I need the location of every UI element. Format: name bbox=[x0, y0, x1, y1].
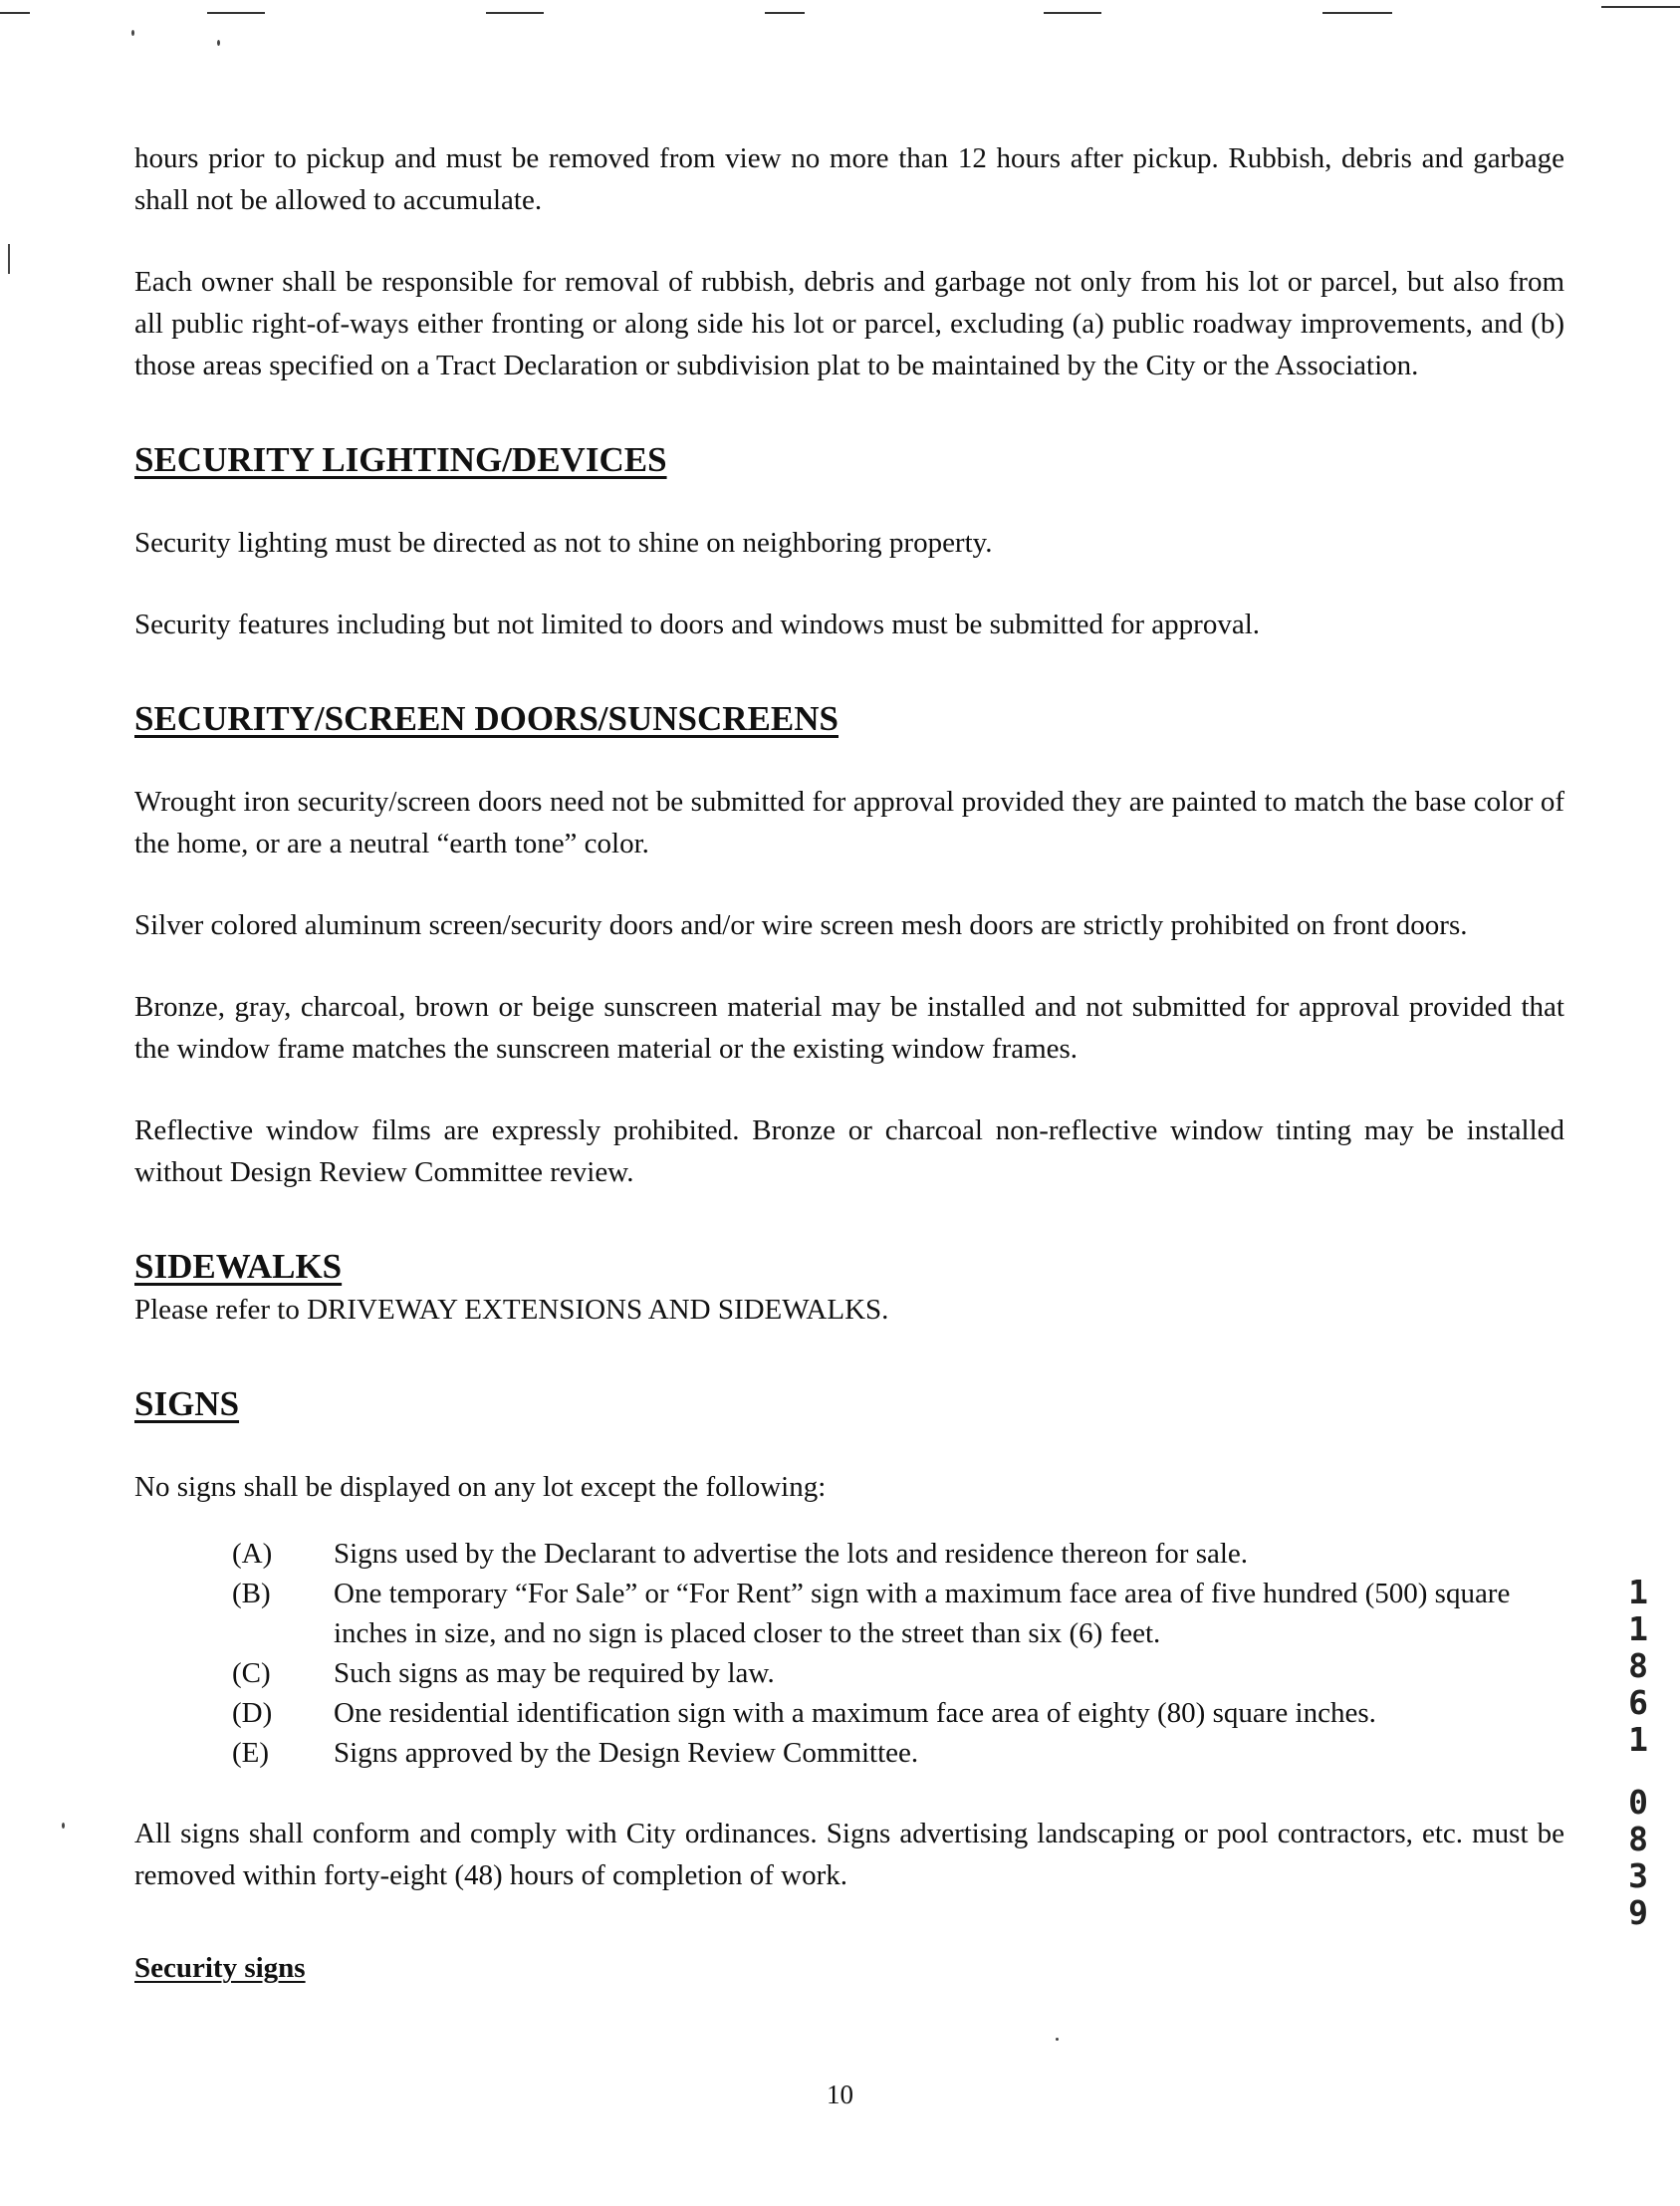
stamp-digit: 3 bbox=[1628, 1856, 1648, 1895]
paragraph: All signs shall conform and comply with City ordinances. Signs advertising landscaping or pool contractors, etc. must be removed within forty-eight (48) hours of completion of work. bbox=[134, 1818, 1564, 1891]
list-item bbox=[134, 1733, 1564, 1773]
paragraph: No signs shall be displayed on any lot except the following: bbox=[134, 1471, 827, 1503]
section-heading-sidewalks: SIDEWALKS bbox=[134, 1247, 343, 1286]
list-item-text: One temporary “For Sale” or “For Rent” sign with a maximum face area of five hundred (500) square inches in size, and no sign is placed closer to the street than six (6) feet. bbox=[334, 1578, 1511, 1649]
scan-artifact bbox=[62, 1823, 65, 1829]
section-heading-signs: SIGNS bbox=[134, 1384, 240, 1423]
scan-artifact bbox=[217, 40, 220, 46]
scan-artifact bbox=[1056, 2038, 1059, 2041]
stamp-digit: 8 bbox=[1628, 1646, 1648, 1685]
stamp-digit: 8 bbox=[1628, 1820, 1648, 1858]
scan-artifact bbox=[1322, 12, 1392, 14]
scan-artifact bbox=[207, 12, 265, 14]
list-marker: (C) bbox=[232, 1657, 271, 1689]
scan-artifact bbox=[486, 12, 544, 14]
paragraph: Security lighting must be directed as not to shine on neighboring property. bbox=[134, 527, 993, 559]
paragraph: Each owner shall be responsible for removal of rubbish, debris and garbage not only from his lot or parcel, but also from all public right-of-ways either fronting or along side his lot or parcel, excluding (a) public roadway improvements, and (b) those areas specified on a Tract Declaration or subdivision plat to be maintained by the City or the Association. bbox=[134, 266, 1564, 381]
stamp-digit: 1 bbox=[1628, 1573, 1648, 1611]
subheading-security-signs: Security signs bbox=[134, 1952, 306, 1984]
list-item bbox=[134, 1574, 1564, 1653]
signs-list bbox=[134, 1534, 1564, 1773]
page-number: 10 bbox=[827, 2080, 853, 2109]
list-item-text: Signs approved by the Design Review Committee. bbox=[334, 1737, 919, 1769]
section-heading-screen-doors: SECURITY/SCREEN DOORS/SUNSCREENS bbox=[134, 699, 839, 738]
paragraph: Please refer to DRIVEWAY EXTENSIONS AND SIDEWALKS. bbox=[134, 1294, 889, 1326]
list-item-text: Such signs as may be required by law. bbox=[334, 1657, 775, 1689]
recording-stamp bbox=[1621, 1574, 1655, 1931]
list-item bbox=[134, 1693, 1564, 1733]
list-marker: (A) bbox=[232, 1538, 273, 1570]
stamp-digit: 9 bbox=[1628, 1893, 1648, 1932]
scan-artifact bbox=[131, 30, 134, 36]
section-heading-security-lighting: SECURITY LIGHTING/DEVICES bbox=[134, 440, 667, 479]
list-item-text: Signs used by the Declarant to advertise the lots and residence thereon for sale. bbox=[334, 1538, 1249, 1570]
scan-artifact bbox=[0, 12, 30, 14]
stamp-digit: 1 bbox=[1628, 1609, 1648, 1648]
paragraph: Wrought iron security/screen doors need not be submitted for approval provided they are painted to match the base color of the home, or are a neutral “earth tone” color. bbox=[134, 786, 1564, 859]
document-body bbox=[134, 137, 1564, 1988]
scan-artifact bbox=[765, 12, 805, 14]
list-marker: (E) bbox=[232, 1737, 270, 1769]
stamp-digit: 1 bbox=[1628, 1720, 1648, 1759]
list-item bbox=[134, 1653, 1564, 1693]
stamp-digit: 6 bbox=[1628, 1683, 1648, 1722]
list-marker: (B) bbox=[232, 1578, 271, 1609]
paragraph: Silver colored aluminum screen/security doors and/or wire screen mesh doors are strictly prohibited on front doors. bbox=[134, 909, 1468, 941]
scan-artifact bbox=[8, 244, 10, 274]
stamp-digit: 0 bbox=[1628, 1783, 1648, 1822]
scan-artifact bbox=[1601, 6, 1680, 8]
paragraph: Bronze, gray, charcoal, brown or beige sunscreen material may be installed and not submitted for approval provided that the window frame matches the sunscreen material or the existing window frames. bbox=[134, 991, 1564, 1065]
scan-artifact bbox=[1044, 12, 1101, 14]
paragraph: hours prior to pickup and must be removed from view no more than 12 hours after pickup. Rubbish, debris and garbage shall not be allowed to accumulate. bbox=[134, 142, 1564, 216]
paragraph: Security features including but not limited to doors and windows must be submitted for approval. bbox=[134, 609, 1261, 640]
paragraph: Reflective window films are expressly prohibited. Bronze or charcoal non-reflective window tinting may be installed without Design Review Committee review. bbox=[134, 1114, 1564, 1188]
list-item-text: One residential identification sign with a maximum face area of eighty (80) square inches. bbox=[334, 1697, 1376, 1729]
list-marker: (D) bbox=[232, 1697, 273, 1729]
list-item bbox=[134, 1534, 1564, 1574]
